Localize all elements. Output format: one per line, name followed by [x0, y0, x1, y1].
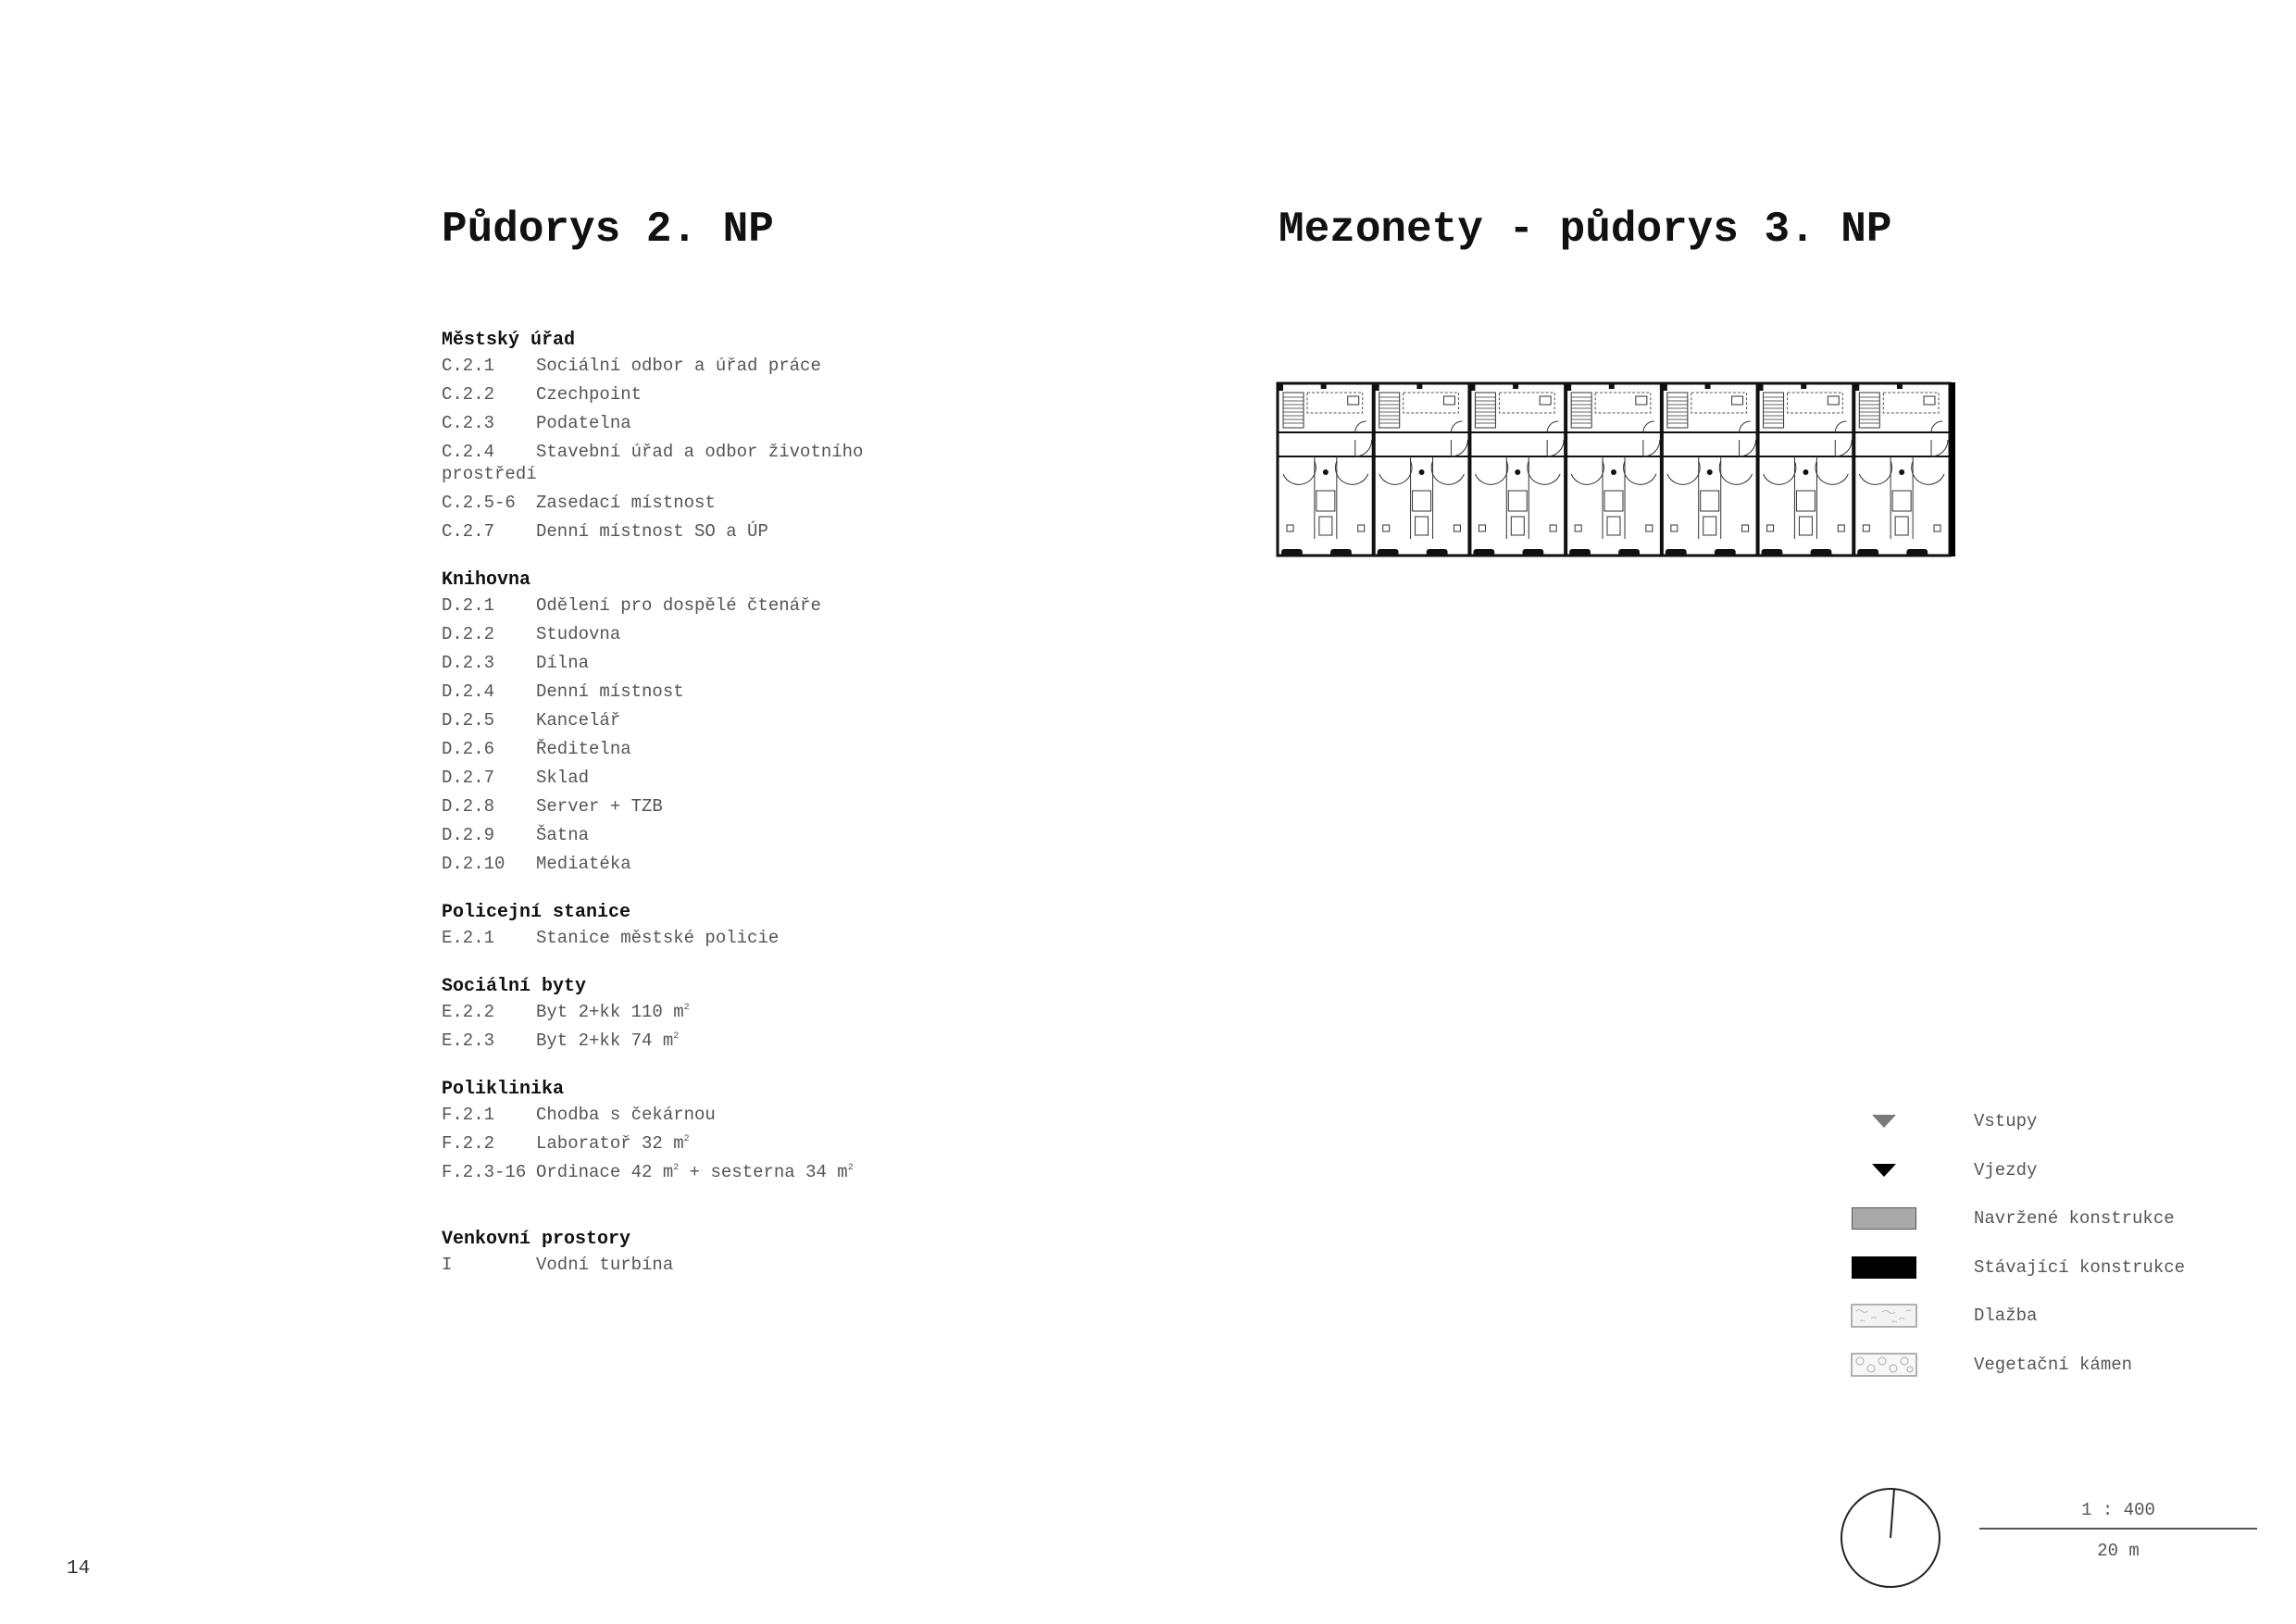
- room-name: Zasedací místnost: [536, 493, 716, 513]
- room-name: Sklad: [536, 768, 590, 788]
- page-title-right: Mezonety - půdorys 3. NP: [1279, 206, 1892, 254]
- area-unit-superscript: 2: [683, 1003, 690, 1013]
- room-code: E.2.1: [442, 928, 495, 948]
- list-item: [442, 520, 867, 549]
- room-name: Ordinace 42 m: [536, 1162, 674, 1182]
- legend-item-vjezdy: [1850, 1146, 2185, 1195]
- room-code: D.2.8: [442, 796, 495, 817]
- room-code: F.2.2: [442, 1133, 495, 1154]
- room-name: Kancelář: [536, 710, 621, 731]
- list-item: [442, 1161, 867, 1190]
- room-name: Mediatéka: [536, 854, 631, 874]
- list-item: [442, 594, 867, 623]
- section-byty: [442, 972, 867, 1058]
- room-code: I: [442, 1255, 453, 1275]
- legend-item-vstupy: [1850, 1097, 2185, 1146]
- section-heading: Sociální byty: [442, 976, 587, 997]
- page-title-left: Půdorys 2. NP: [442, 206, 774, 254]
- scale-ratio: 1 : 400: [2081, 1500, 2155, 1520]
- grass-paver-swatch-icon: [1851, 1353, 1917, 1377]
- room-name: Podatelna: [536, 413, 631, 433]
- list-item: [442, 623, 867, 652]
- entrance-triangle-icon: [1872, 1115, 1896, 1128]
- room-name: Studovna: [536, 624, 621, 644]
- floor-plan-drawing: [1276, 381, 1957, 557]
- room-name: Laboratoř 32 m: [536, 1133, 684, 1154]
- room-name: Dílna: [536, 653, 590, 673]
- room-code: E.2.3: [442, 1031, 495, 1051]
- legend-label: Navržené konstrukce: [1974, 1208, 2175, 1230]
- list-item: [442, 681, 867, 709]
- new-construction-swatch-icon: [1852, 1207, 1916, 1230]
- list-item: [442, 1132, 867, 1161]
- list-item: [442, 927, 867, 956]
- existing-construction-swatch-icon: [1852, 1256, 1916, 1279]
- list-item: [442, 652, 867, 681]
- room-name: Denní místnost SO a ÚP: [536, 521, 768, 542]
- area-unit-superscript: 2: [673, 1163, 680, 1173]
- page-number: 14: [67, 1558, 91, 1580]
- section-heading: Městský úřad: [442, 330, 576, 351]
- section-poliklinika: [442, 1075, 867, 1190]
- room-code: D.2.10: [442, 854, 505, 874]
- room-name: Stanice městské policie: [536, 928, 780, 948]
- room-name: Stavební úřad a odbor životního: [536, 442, 864, 462]
- section-venkovni: [442, 1225, 867, 1282]
- room-code: D.2.1: [442, 595, 495, 616]
- section-knihovna: [442, 566, 867, 881]
- room-code: C.2.2: [442, 384, 495, 405]
- list-item: [442, 853, 867, 881]
- area-unit-superscript: 2: [683, 1134, 690, 1144]
- list-item: [442, 412, 867, 441]
- room-code: F.2.3-16: [442, 1162, 527, 1182]
- room-name: Vodní turbína: [536, 1255, 674, 1275]
- legend-label: Vstupy: [1974, 1111, 2038, 1132]
- legend-item-stavajici: [1850, 1243, 2185, 1293]
- list-item: [442, 709, 867, 738]
- paving-swatch-icon: [1851, 1304, 1917, 1328]
- room-code: C.2.7: [442, 521, 495, 542]
- list-item: [442, 355, 867, 383]
- list-item: [442, 795, 867, 824]
- legend-label: Stávající konstrukce: [1974, 1256, 2186, 1278]
- legend-item-dlazba: [1850, 1292, 2185, 1341]
- room-code: D.2.4: [442, 681, 495, 702]
- room-name: Šatna: [536, 825, 590, 845]
- room-name: Byt 2+kk 110 m: [536, 1002, 684, 1022]
- room-name-extra: + sesterna 34 m: [679, 1162, 848, 1182]
- room-code: C.2.5-6: [442, 493, 516, 513]
- section-mestsky-urad: [442, 326, 867, 549]
- room-code: C.2.4: [442, 442, 495, 462]
- section-policie: [442, 898, 867, 956]
- legend-item-vegetacni: [1850, 1341, 2185, 1390]
- list-item: [442, 1030, 867, 1058]
- room-code: D.2.9: [442, 825, 495, 845]
- scale-length: 20 m: [2097, 1541, 2140, 1561]
- room-name: Czechpoint: [536, 384, 643, 405]
- room-code: D.2.5: [442, 710, 495, 731]
- legend: [1850, 1097, 2185, 1389]
- room-code: C.2.3: [442, 413, 495, 433]
- list-item: [442, 738, 867, 767]
- room-name: Byt 2+kk 74 m: [536, 1031, 674, 1051]
- list-item: [442, 492, 867, 520]
- north-arrow-icon: [1839, 1486, 1942, 1590]
- list-item: [442, 441, 867, 492]
- list-item: [442, 383, 867, 412]
- room-name: Sociální odbor a úřad práce: [536, 356, 821, 376]
- area-unit-superscript: 2: [673, 1031, 680, 1042]
- legend-label: Vjezdy: [1974, 1159, 2038, 1181]
- room-name: Denní místnost: [536, 681, 684, 702]
- area-unit-superscript: 2: [847, 1163, 854, 1173]
- scale-line: [1979, 1528, 2257, 1530]
- section-heading: Poliklinika: [442, 1079, 565, 1100]
- list-item: [442, 1001, 867, 1030]
- room-name: Odělení pro dospělé čtenáře: [536, 595, 821, 616]
- vehicle-entry-triangle-icon: [1872, 1164, 1896, 1177]
- scale-bar: [1979, 1493, 2257, 1561]
- room-name: Ředitelna: [536, 739, 631, 759]
- list-item: [442, 1254, 867, 1282]
- room-code: F.2.1: [442, 1105, 495, 1125]
- room-code: C.2.1: [442, 356, 495, 376]
- room-code: D.2.6: [442, 739, 495, 759]
- room-list: [442, 326, 867, 1299]
- room-code: D.2.2: [442, 624, 495, 644]
- room-code: D.2.7: [442, 768, 495, 788]
- list-item: [442, 824, 867, 853]
- room-name: Server + TZB: [536, 796, 663, 817]
- list-item: [442, 767, 867, 795]
- legend-label: Vegetační kámen: [1974, 1354, 2133, 1375]
- section-heading: Venkovní prostory: [442, 1229, 631, 1250]
- room-code: D.2.3: [442, 653, 495, 673]
- legend-label: Dlažba: [1974, 1305, 2038, 1327]
- section-heading: Knihovna: [442, 569, 531, 591]
- section-heading: Policejní stanice: [442, 902, 631, 923]
- room-code: E.2.2: [442, 1002, 495, 1022]
- legend-item-navrzene: [1850, 1194, 2185, 1243]
- room-name: Chodba s čekárnou: [536, 1105, 716, 1125]
- room-name-continued: prostředí: [442, 464, 537, 484]
- list-item: [442, 1104, 867, 1132]
